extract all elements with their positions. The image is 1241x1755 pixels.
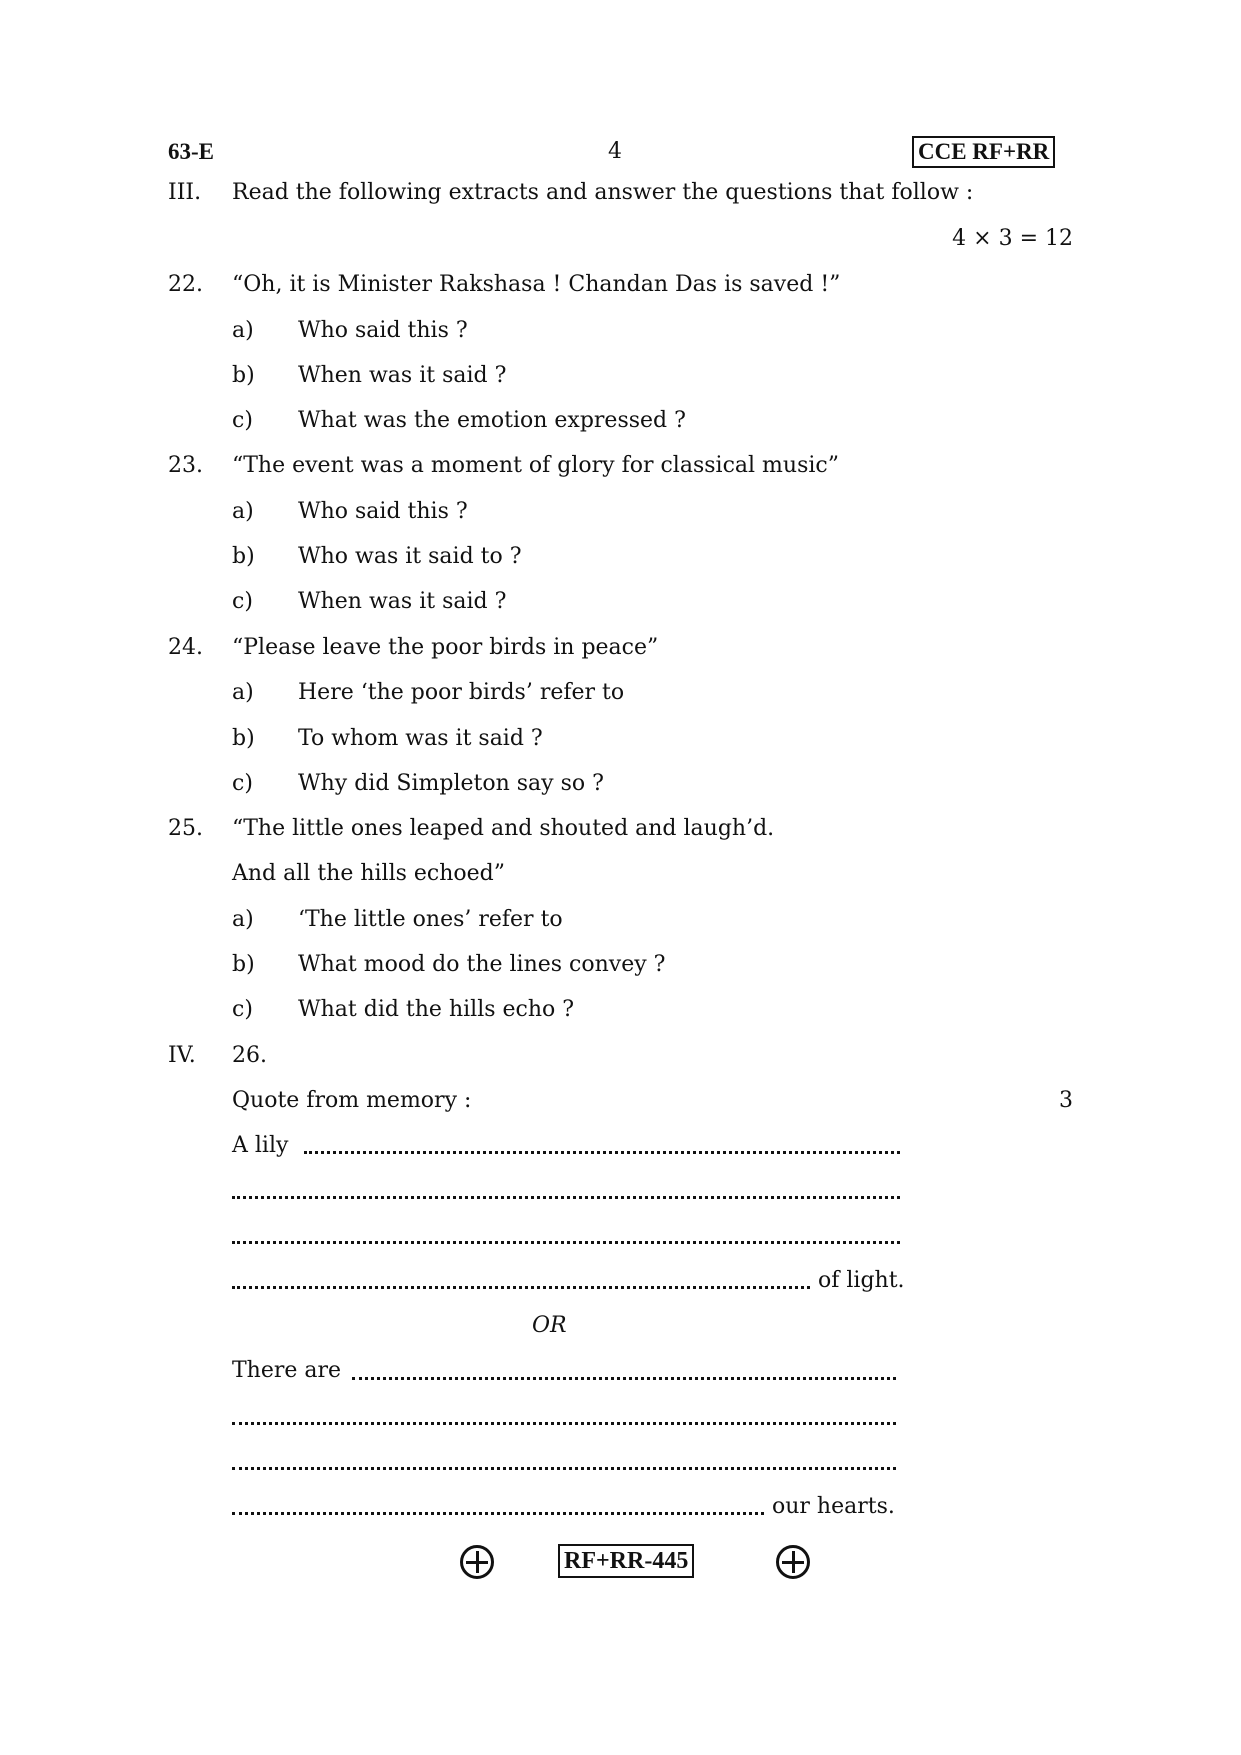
- section-numeral: IV.: [168, 1043, 196, 1068]
- question-number: 25.: [168, 816, 203, 841]
- page-number: 4: [608, 139, 622, 164]
- blank-line: [304, 1151, 900, 1154]
- section-instruction: Quote from memory :: [232, 1088, 472, 1113]
- sub-question: Why did Simpleton say so ?: [298, 771, 604, 796]
- blank-line: [232, 1241, 900, 1244]
- question-number: 22.: [168, 272, 203, 297]
- blank-line: [232, 1196, 900, 1199]
- section-marks: 4 × 3 = 12: [952, 226, 1073, 251]
- sub-question: Here ‘the poor birds’ refer to: [298, 680, 625, 705]
- sub-question: Who said this ?: [298, 318, 468, 343]
- blank-line: [232, 1422, 896, 1425]
- series-box: CCE RF+RR: [912, 136, 1055, 168]
- registration-mark-icon: [776, 1545, 810, 1579]
- poem-start: A lily: [232, 1133, 289, 1158]
- sub-question: When was it said ?: [298, 589, 507, 614]
- sub-label: b): [232, 544, 255, 569]
- sub-label: c): [232, 771, 253, 796]
- question-quote: “Please leave the poor birds in peace”: [232, 635, 659, 660]
- sub-label: c): [232, 997, 253, 1022]
- sub-question: Who said this ?: [298, 499, 468, 524]
- question-number: 26.: [232, 1043, 267, 1068]
- blank-line: [232, 1512, 764, 1515]
- sub-label: a): [232, 680, 254, 705]
- sub-label: b): [232, 726, 255, 751]
- sub-question: What was the emotion expressed ?: [298, 408, 686, 433]
- question-marks: 3: [1059, 1088, 1073, 1113]
- sub-label: c): [232, 589, 253, 614]
- sub-label: a): [232, 499, 254, 524]
- question-number: 23.: [168, 453, 203, 478]
- blank-line: [232, 1467, 896, 1470]
- sub-question: What mood do the lines convey ?: [298, 952, 666, 977]
- blank-line: [232, 1286, 810, 1289]
- section-numeral: III.: [168, 180, 202, 205]
- sub-label: b): [232, 363, 255, 388]
- sub-question: When was it said ?: [298, 363, 507, 388]
- question-quote: “Oh, it is Minister Rakshasa ! Chandan Das is saved !”: [232, 272, 841, 297]
- question-quote-line2: And all the hills echoed”: [232, 861, 506, 886]
- or-separator: OR: [532, 1313, 567, 1338]
- sub-label: c): [232, 408, 253, 433]
- sub-label: a): [232, 907, 254, 932]
- registration-mark-icon: [460, 1545, 494, 1579]
- poem-end: our hearts.: [772, 1494, 895, 1519]
- poem-end: of light.: [818, 1268, 905, 1293]
- section-instruction: Read the following extracts and answer the questions that follow :: [232, 180, 974, 205]
- sub-question: What did the hills echo ?: [298, 997, 575, 1022]
- question-quote: “The event was a moment of glory for classical music”: [232, 453, 839, 478]
- question-number: 24.: [168, 635, 203, 660]
- paper-code: 63-E: [168, 139, 214, 164]
- sub-question: ‘The little ones’ refer to: [298, 907, 563, 932]
- sub-label: b): [232, 952, 255, 977]
- sub-question: Who was it said to ?: [298, 544, 522, 569]
- sub-question: To whom was it said ?: [298, 726, 543, 751]
- footer-code-box: RF+RR-445: [558, 1544, 694, 1578]
- sub-label: a): [232, 318, 254, 343]
- blank-line: [352, 1377, 896, 1380]
- poem-start: There are: [232, 1358, 342, 1383]
- question-quote: “The little ones leaped and shouted and laugh’d.: [232, 816, 775, 841]
